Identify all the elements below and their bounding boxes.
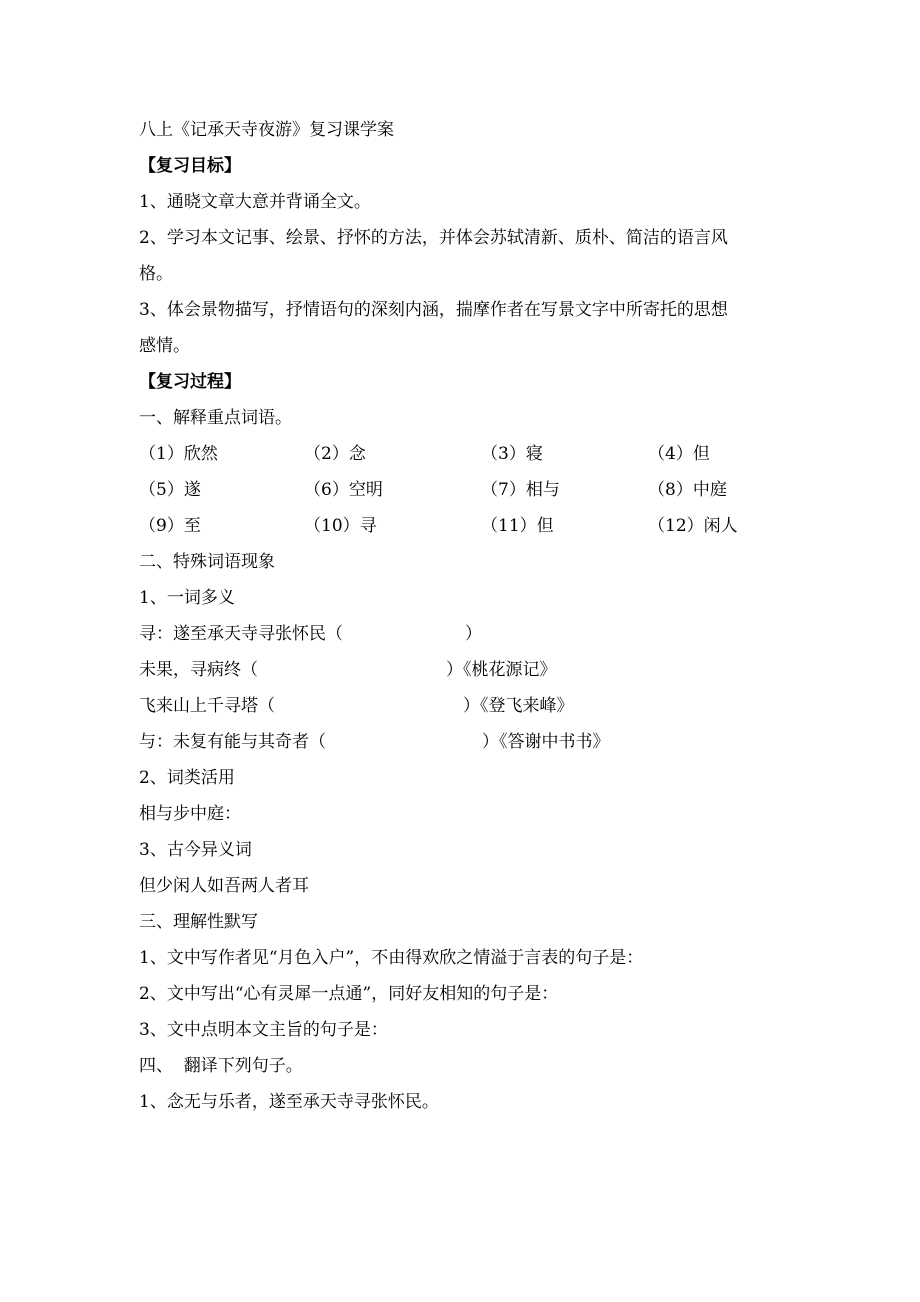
goals-heading: 【复习目标】 <box>139 156 241 176</box>
word-item: （6）空明 <box>304 480 383 500</box>
word-item: （8）中庭 <box>648 480 727 500</box>
word-item: （10）寻 <box>304 516 377 536</box>
polysemy-item-2: 未果，寻病终（ ）《桃花源记》 <box>139 660 557 680</box>
word-item: （9）至 <box>139 516 201 536</box>
document-title: 八上《记承天寺夜游》复习课学案 <box>139 120 394 140</box>
subsection-word-class: 2、词类活用 <box>139 768 235 788</box>
polysemy-item-4: 与：未复有能与其奇者（ ）《答谢中书书》 <box>139 732 610 752</box>
word-item: （3）寝 <box>481 444 543 464</box>
section-2-heading: 二、特殊词语现象 <box>139 552 275 572</box>
process-heading: 【复习过程】 <box>139 372 241 392</box>
goal-3-line-2: 感情。 <box>139 336 190 356</box>
dictation-question-1: 1、文中写作者见“月色入户”，不由得欢欣之情溢于言表的句子是： <box>139 948 644 968</box>
dictation-question-3: 3、文中点明本文主旨的句子是： <box>139 1020 388 1040</box>
goal-1: 1、通晓文章大意并背诵全文。 <box>139 192 371 212</box>
word-item: （1）欣然 <box>139 444 218 464</box>
words-row-2 <box>139 472 789 508</box>
word-item: （12）闲人 <box>648 516 738 536</box>
word-item: （2）念 <box>304 444 366 464</box>
goal-2-line-2: 格。 <box>139 264 173 284</box>
document-page <box>139 112 789 1120</box>
word-item: （4）但 <box>648 444 710 464</box>
word-item: （11）但 <box>481 516 554 536</box>
goal-3-line-1: 3、体会景物描写，抒情语句的深刻内涵，揣摩作者在写景文字中所寄托的思想 <box>139 300 728 320</box>
word-item: （7）相与 <box>481 480 560 500</box>
subsection-polysemy: 1、一词多义 <box>139 588 235 608</box>
ancient-modern-item: 但少闲人如吾两人者耳 <box>139 876 309 896</box>
subsection-ancient-modern: 3、古今异义词 <box>139 840 252 860</box>
words-row-3 <box>139 508 789 544</box>
polysemy-item-1: 寻：遂至承天寺寻张怀民（ ） <box>139 624 482 644</box>
translation-item-1: 1、念无与乐者，遂至承天寺寻张怀民。 <box>139 1092 439 1112</box>
section-3-heading: 三、理解性默写 <box>139 912 258 932</box>
section-4-heading: 四、 翻译下列句子。 <box>139 1056 303 1076</box>
words-row-1 <box>139 436 789 472</box>
word-item: （5）遂 <box>139 480 201 500</box>
polysemy-item-3: 飞来山上千寻塔（ ）《登飞来峰》 <box>139 696 574 716</box>
goal-2-line-1: 2、学习本文记事、绘景、抒怀的方法，并体会苏轼清新、质朴、简洁的语言风 <box>139 228 728 248</box>
dictation-question-2: 2、文中写出“心有灵犀一点通”，同好友相知的句子是： <box>139 984 559 1004</box>
word-class-item: 相与步中庭： <box>139 804 241 824</box>
section-1-heading: 一、解释重点词语。 <box>139 408 292 428</box>
